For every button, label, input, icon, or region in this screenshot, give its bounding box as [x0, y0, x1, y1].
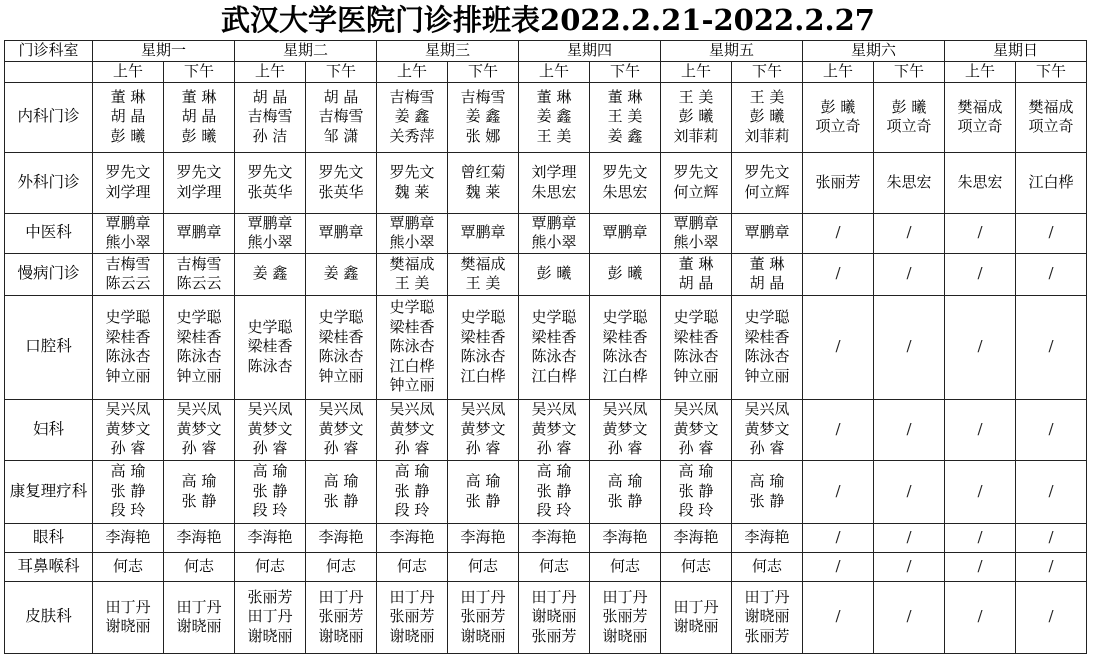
shift-cell: 吴兴凤 黄梦文 孙 睿: [519, 399, 590, 460]
am-header: 上午: [661, 62, 732, 83]
table-row: [5, 82, 1087, 152]
day-header: 星期三: [377, 41, 519, 62]
am-header: 上午: [945, 62, 1016, 83]
table-row: [5, 295, 1087, 399]
shift-cell: /: [945, 552, 1016, 581]
table-row: [5, 581, 1087, 653]
shift-cell: 罗先文 何立辉: [732, 152, 803, 213]
shift-cell: /: [1016, 552, 1087, 581]
shift-cell: 史学聪 梁桂香 陈泳杏 江白桦: [590, 295, 661, 399]
shift-cell: 覃鹏章 熊小翠: [93, 213, 164, 253]
shift-cell: /: [803, 295, 874, 399]
table-row: [5, 460, 1087, 523]
shift-cell: 胡 晶 吉梅雪 邹 潇: [306, 82, 377, 152]
shift-cell: 董 琳 姜 鑫 王 美: [519, 82, 590, 152]
shift-cell: /: [945, 253, 1016, 295]
shift-cell: 覃鹏章 熊小翠: [519, 213, 590, 253]
shift-cell: 覃鹏章 熊小翠: [661, 213, 732, 253]
shift-cell: 高 瑜 张 静 段 玲: [661, 460, 732, 523]
department-name: 内科门诊: [5, 82, 93, 152]
shift-cell: /: [945, 295, 1016, 399]
am-header: 上午: [93, 62, 164, 83]
shift-cell: 何志: [519, 552, 590, 581]
shift-cell: 李海艳: [590, 523, 661, 552]
shift-cell: 吉梅雪 姜 鑫 张 娜: [448, 82, 519, 152]
table-row: [5, 253, 1087, 295]
shift-cell: 覃鹏章: [164, 213, 235, 253]
department-name: 口腔科: [5, 295, 93, 399]
shift-cell: /: [803, 213, 874, 253]
shift-cell: 史学聪 梁桂香 陈泳杏 江白桦 钟立丽: [377, 295, 448, 399]
shift-cell: /: [1016, 295, 1087, 399]
shift-cell: 田丁丹 谢晓丽: [164, 581, 235, 653]
shift-cell: 何志: [377, 552, 448, 581]
shift-cell: /: [874, 581, 945, 653]
shift-cell: 田丁丹 谢晓丽: [93, 581, 164, 653]
shift-cell: 李海艳: [448, 523, 519, 552]
table-row: [5, 213, 1087, 253]
shift-cell: 李海艳: [661, 523, 732, 552]
shift-cell: 覃鹏章: [448, 213, 519, 253]
department-name: 康复理疗科: [5, 460, 93, 523]
pm-header: 下午: [1016, 62, 1087, 83]
shift-cell: 何志: [448, 552, 519, 581]
header-period-row: [5, 62, 1087, 83]
pm-header: 下午: [590, 62, 661, 83]
shift-cell: /: [945, 460, 1016, 523]
shift-cell: 吉梅雪 陈云云: [164, 253, 235, 295]
day-header: 星期一: [93, 41, 235, 62]
table-row: [5, 523, 1087, 552]
shift-cell: 史学聪 梁桂香 陈泳杏: [235, 295, 306, 399]
department-name: 耳鼻喉科: [5, 552, 93, 581]
shift-cell: 樊福成 王 美: [377, 253, 448, 295]
shift-cell: 田丁丹 谢晓丽 张丽芳: [732, 581, 803, 653]
shift-cell: 李海艳: [306, 523, 377, 552]
shift-cell: 田丁丹 张丽芳 谢晓丽: [590, 581, 661, 653]
shift-cell: 王 美 彭 曦 刘菲莉: [732, 82, 803, 152]
shift-cell: 高 瑜 张 静: [164, 460, 235, 523]
shift-cell: 李海艳: [519, 523, 590, 552]
shift-cell: 李海艳: [377, 523, 448, 552]
shift-cell: 刘学理 朱思宏: [519, 152, 590, 213]
shift-cell: 高 瑜 张 静 段 玲: [93, 460, 164, 523]
shift-cell: 史学聪 梁桂香 陈泳杏 钟立丽: [164, 295, 235, 399]
shift-cell: 何志: [93, 552, 164, 581]
shift-cell: 史学聪 梁桂香 陈泳杏 钟立丽: [306, 295, 377, 399]
shift-cell: 何志: [306, 552, 377, 581]
shift-cell: 李海艳: [235, 523, 306, 552]
shift-cell: 彭 曦: [590, 253, 661, 295]
shift-cell: 罗先文 刘学理: [93, 152, 164, 213]
department-name: 中医科: [5, 213, 93, 253]
shift-cell: 董 琳 胡 晶: [661, 253, 732, 295]
day-header: 星期日: [945, 41, 1087, 62]
shift-cell: /: [1016, 581, 1087, 653]
shift-cell: 田丁丹 张丽芳 谢晓丽: [377, 581, 448, 653]
shift-cell: 董 琳 胡 晶 彭 曦: [164, 82, 235, 152]
shift-cell: 何志: [661, 552, 732, 581]
shift-cell: 张丽芳 田丁丹 谢晓丽: [235, 581, 306, 653]
shift-cell: 史学聪 梁桂香 陈泳杏 钟立丽: [661, 295, 732, 399]
department-name: 慢病门诊: [5, 253, 93, 295]
shift-cell: 高 瑜 张 静 段 玲: [377, 460, 448, 523]
department-name: 眼科: [5, 523, 93, 552]
shift-cell: /: [945, 399, 1016, 460]
shift-cell: /: [945, 213, 1016, 253]
schedule-table: [4, 40, 1087, 654]
shift-cell: /: [874, 295, 945, 399]
shift-cell: /: [1016, 399, 1087, 460]
shift-cell: /: [1016, 523, 1087, 552]
shift-cell: /: [874, 523, 945, 552]
shift-cell: 罗先文 魏 莱: [377, 152, 448, 213]
shift-cell: 史学聪 梁桂香 陈泳杏 钟立丽: [93, 295, 164, 399]
department-name: 皮肤科: [5, 581, 93, 653]
day-header: 星期二: [235, 41, 377, 62]
shift-cell: 田丁丹 谢晓丽: [661, 581, 732, 653]
pm-header: 下午: [732, 62, 803, 83]
shift-cell: 张丽芳: [803, 152, 874, 213]
shift-cell: 覃鹏章: [590, 213, 661, 253]
shift-cell: 彭 曦 项立奇: [874, 82, 945, 152]
am-header: 上午: [377, 62, 448, 83]
shift-cell: /: [803, 253, 874, 295]
shift-cell: 史学聪 梁桂香 陈泳杏 钟立丽: [732, 295, 803, 399]
shift-cell: 罗先文 张英华: [235, 152, 306, 213]
shift-cell: 朱思宏: [945, 152, 1016, 213]
shift-cell: /: [1016, 460, 1087, 523]
shift-cell: 彭 曦 项立奇: [803, 82, 874, 152]
shift-cell: /: [945, 523, 1016, 552]
am-header: 上午: [235, 62, 306, 83]
shift-cell: 高 瑜 张 静 段 玲: [519, 460, 590, 523]
shift-cell: 覃鹏章 熊小翠: [235, 213, 306, 253]
shift-cell: /: [803, 460, 874, 523]
shift-cell: /: [803, 581, 874, 653]
shift-cell: 何志: [732, 552, 803, 581]
page-title: 武汉大学医院门诊排班表2022.2.21-2022.2.27: [221, 3, 875, 37]
pm-header: 下午: [164, 62, 235, 83]
shift-cell: 李海艳: [164, 523, 235, 552]
shift-cell: 吉梅雪 姜 鑫 关秀萍: [377, 82, 448, 152]
day-header: 星期四: [519, 41, 661, 62]
shift-cell: 吴兴凤 黄梦文 孙 睿: [164, 399, 235, 460]
shift-cell: 史学聪 梁桂香 陈泳杏 江白桦: [519, 295, 590, 399]
shift-cell: 姜 鑫: [306, 253, 377, 295]
shift-cell: 董 琳 胡 晶: [732, 253, 803, 295]
shift-cell: 何志: [164, 552, 235, 581]
shift-cell: 高 瑜 张 静: [732, 460, 803, 523]
shift-cell: 樊福成 项立奇: [1016, 82, 1087, 152]
table-row: [5, 399, 1087, 460]
shift-cell: 朱思宏: [874, 152, 945, 213]
shift-cell: 王 美 彭 曦 刘菲莉: [661, 82, 732, 152]
shift-cell: 吴兴凤 黄梦文 孙 睿: [661, 399, 732, 460]
day-header: 星期五: [661, 41, 803, 62]
pm-header: 下午: [874, 62, 945, 83]
shift-cell: 田丁丹 张丽芳 谢晓丽: [306, 581, 377, 653]
shift-cell: 姜 鑫: [235, 253, 306, 295]
shift-cell: /: [874, 552, 945, 581]
shift-cell: 李海艳: [732, 523, 803, 552]
shift-cell: /: [803, 399, 874, 460]
am-header: 上午: [519, 62, 590, 83]
shift-cell: 罗先文 何立辉: [661, 152, 732, 213]
pm-header: 下午: [306, 62, 377, 83]
department-name: 外科门诊: [5, 152, 93, 213]
shift-cell: 樊福成 项立奇: [945, 82, 1016, 152]
shift-cell: 董 琳 胡 晶 彭 曦: [93, 82, 164, 152]
shift-cell: 彭 曦: [519, 253, 590, 295]
header-day-row: [5, 41, 1087, 62]
am-header: 上午: [803, 62, 874, 83]
shift-cell: 高 瑜 张 静: [448, 460, 519, 523]
shift-cell: 吴兴凤 黄梦文 孙 睿: [235, 399, 306, 460]
shift-cell: /: [874, 253, 945, 295]
shift-cell: 罗先文 张英华: [306, 152, 377, 213]
shift-cell: 史学聪 梁桂香 陈泳杏 江白桦: [448, 295, 519, 399]
shift-cell: 吴兴凤 黄梦文 孙 睿: [590, 399, 661, 460]
shift-cell: 覃鹏章: [306, 213, 377, 253]
shift-cell: 高 瑜 张 静 段 玲: [235, 460, 306, 523]
dept-header-blank: [5, 62, 93, 83]
shift-cell: /: [1016, 213, 1087, 253]
department-name: 妇科: [5, 399, 93, 460]
day-header: 星期六: [803, 41, 945, 62]
shift-cell: /: [1016, 253, 1087, 295]
shift-cell: 何志: [235, 552, 306, 581]
shift-cell: /: [803, 552, 874, 581]
shift-cell: 江白桦: [1016, 152, 1087, 213]
shift-cell: 覃鹏章: [732, 213, 803, 253]
shift-cell: 罗先文 朱思宏: [590, 152, 661, 213]
shift-cell: 胡 晶 吉梅雪 孙 洁: [235, 82, 306, 152]
shift-cell: 罗先文 刘学理: [164, 152, 235, 213]
shift-cell: 吴兴凤 黄梦文 孙 睿: [93, 399, 164, 460]
shift-cell: 吴兴凤 黄梦文 孙 睿: [732, 399, 803, 460]
shift-cell: /: [874, 399, 945, 460]
shift-cell: 高 瑜 张 静: [590, 460, 661, 523]
dept-header: 门诊科室: [5, 41, 93, 62]
shift-cell: 何志: [590, 552, 661, 581]
shift-cell: 董 琳 王 美 姜 鑫: [590, 82, 661, 152]
shift-cell: 高 瑜 张 静: [306, 460, 377, 523]
shift-cell: 田丁丹 谢晓丽 张丽芳: [519, 581, 590, 653]
table-row: [5, 152, 1087, 213]
shift-cell: 李海艳: [93, 523, 164, 552]
shift-cell: 曾红菊 魏 莱: [448, 152, 519, 213]
shift-cell: 樊福成 王 美: [448, 253, 519, 295]
shift-cell: 田丁丹 张丽芳 谢晓丽: [448, 581, 519, 653]
shift-cell: /: [945, 581, 1016, 653]
shift-cell: 吴兴凤 黄梦文 孙 睿: [377, 399, 448, 460]
shift-cell: /: [874, 460, 945, 523]
shift-cell: 吴兴凤 黄梦文 孙 睿: [306, 399, 377, 460]
table-row: [5, 552, 1087, 581]
shift-cell: /: [803, 523, 874, 552]
pm-header: 下午: [448, 62, 519, 83]
shift-cell: 吴兴凤 黄梦文 孙 睿: [448, 399, 519, 460]
shift-cell: /: [874, 213, 945, 253]
shift-cell: 覃鹏章 熊小翠: [377, 213, 448, 253]
shift-cell: 吉梅雪 陈云云: [93, 253, 164, 295]
